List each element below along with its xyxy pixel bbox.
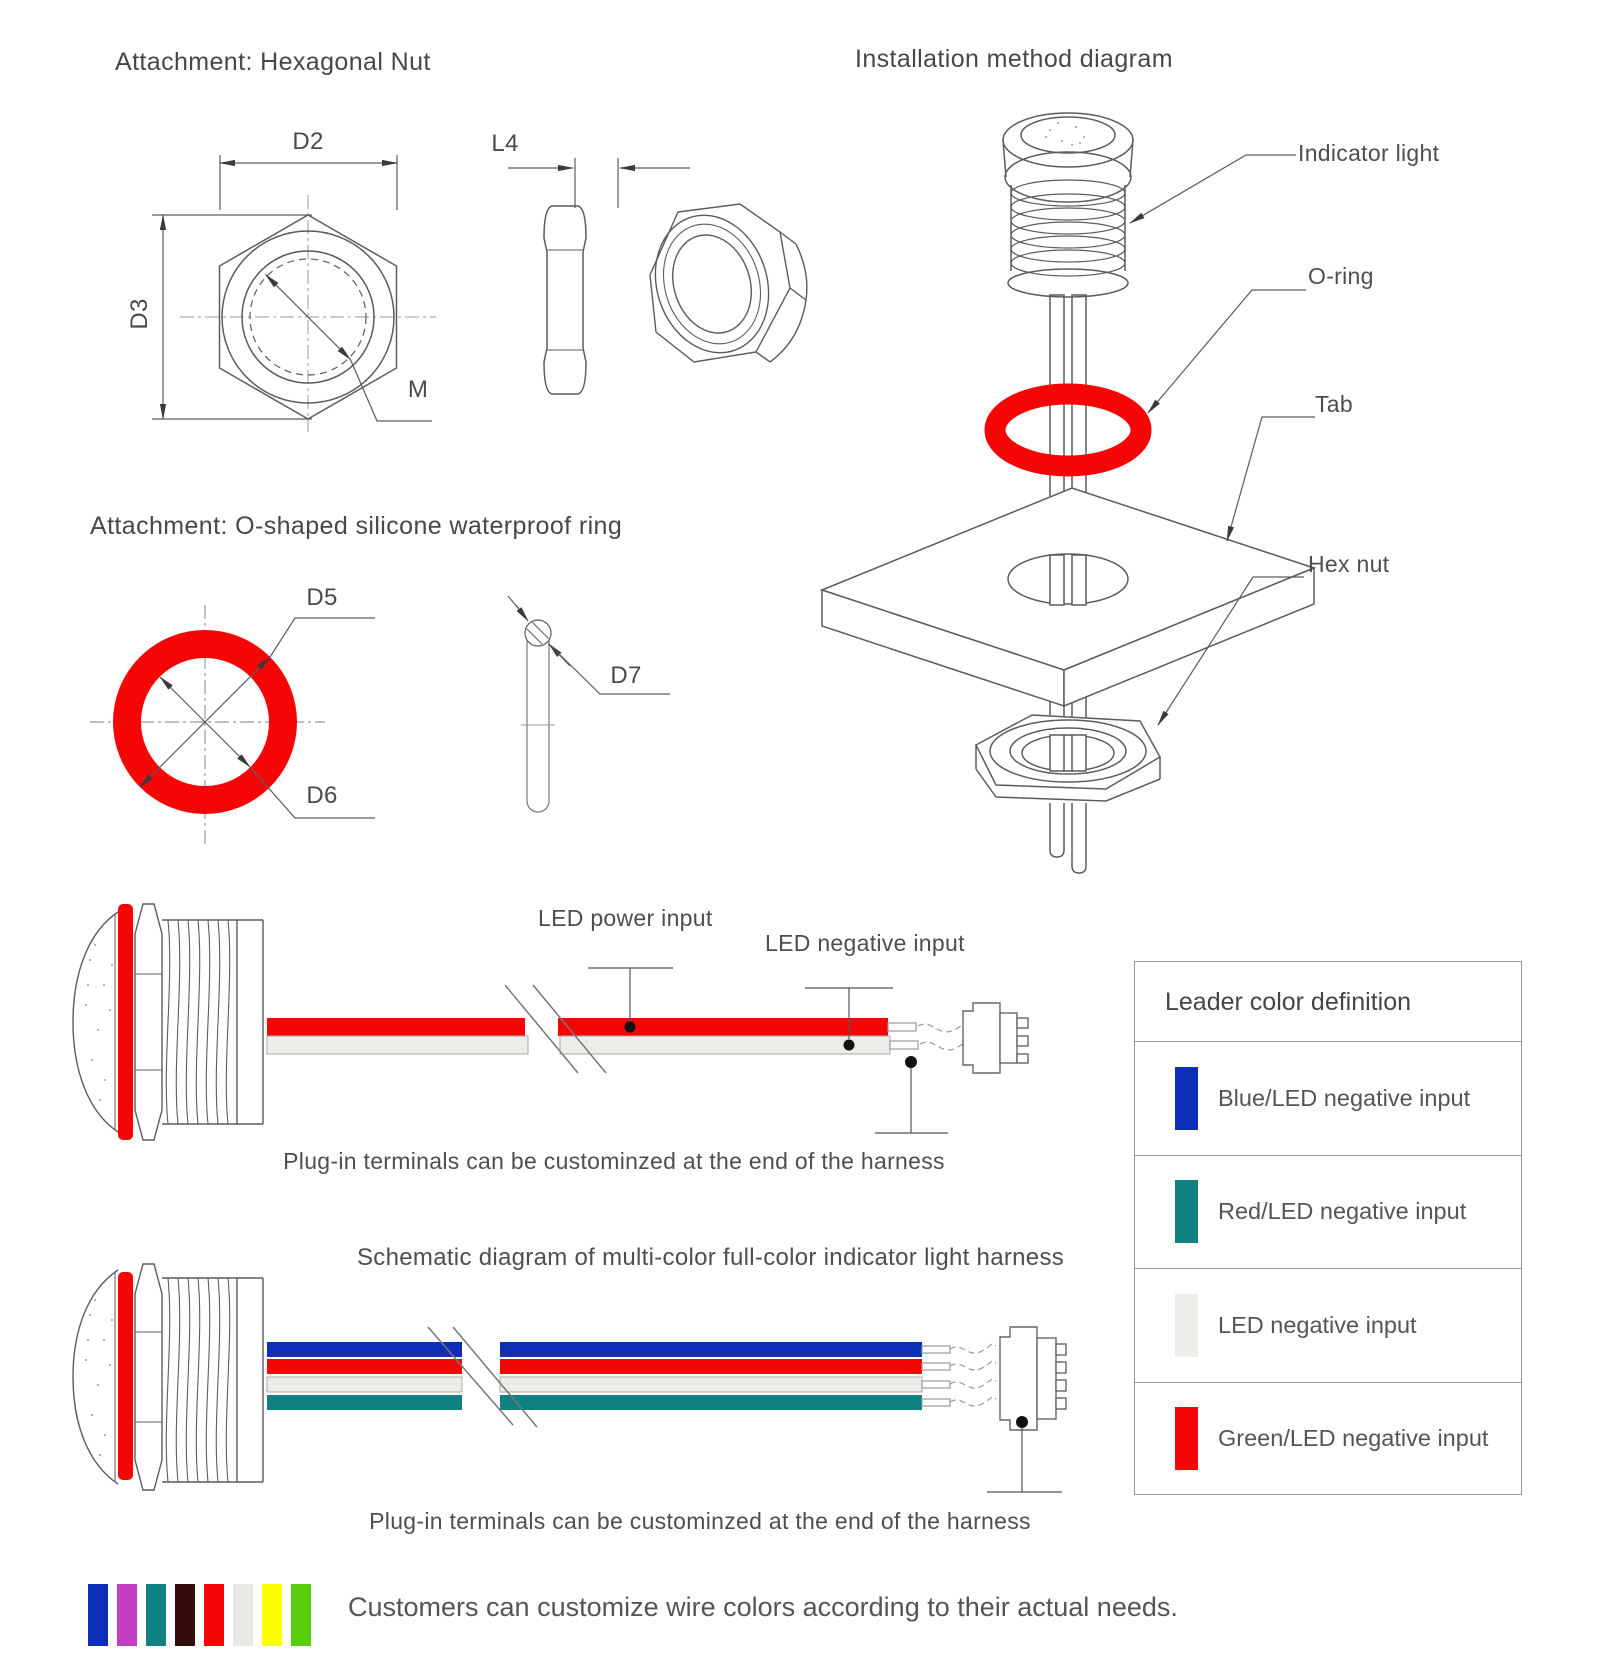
wire-tails (1050, 803, 1086, 873)
dim-label-m: M (407, 376, 429, 403)
legend-label: Blue/LED negative input (1218, 1084, 1471, 1111)
legend-label: Green/LED negative input (1218, 1425, 1489, 1452)
color-swatch-off-white (233, 1584, 253, 1646)
hex-nut-side-view (544, 206, 586, 394)
dim-label-d6: D6 (306, 782, 338, 809)
legend-swatch-white (1175, 1294, 1198, 1357)
lens-speckles (85, 944, 113, 1101)
harness-multi-title: Schematic diagram of multi-color full-color indicator light harness (357, 1244, 1065, 1271)
hex-nut-3d (976, 715, 1160, 801)
legend-row-green (1135, 1382, 1521, 1496)
indicator-light-side-view (73, 1264, 263, 1490)
legend-label: Red/LED negative input (1218, 1198, 1467, 1225)
oring-band (118, 1272, 133, 1480)
wire-ends (888, 1022, 968, 1050)
color-swatch-magenta (117, 1584, 137, 1646)
label-hex-nut: Hex nut (1308, 551, 1390, 577)
connector-2pin (963, 1003, 1028, 1073)
harness-multi-drawing (60, 1262, 1160, 1542)
oring-drawing (80, 560, 720, 880)
connector-multipin (1000, 1327, 1066, 1430)
wire-ends (922, 1344, 996, 1406)
color-swatch-green (291, 1584, 311, 1646)
legend-row-blue (1135, 1041, 1521, 1155)
installation-diagram (810, 85, 1610, 885)
legend-row-red (1135, 1155, 1521, 1269)
thread-ridges (166, 920, 229, 1124)
dim-label-d7: D7 (610, 662, 642, 689)
color-swatch-dark-maroon (175, 1584, 195, 1646)
thread-ridges (1011, 180, 1125, 276)
leader-color-definition-table (1134, 961, 1522, 1495)
thread-ridges (166, 1278, 229, 1482)
oring-section-view (508, 596, 670, 812)
dim-label-d2: D2 (292, 128, 324, 155)
label-tab: Tab (1315, 391, 1353, 417)
indicator-light-side-view (73, 904, 263, 1140)
lens-speckles (85, 1299, 113, 1456)
legend-row-negative (1135, 1268, 1521, 1382)
label-led-power-input: LED power input (538, 905, 713, 931)
label-led-negative-input: LED negative input (765, 930, 965, 956)
legend-label: LED negative input (1218, 1311, 1417, 1338)
connection-dot (1016, 1416, 1028, 1428)
oring-section-title: Attachment: O-shaped silicone waterproof ring (90, 512, 623, 540)
o-ring-3d (995, 394, 1141, 466)
hex-nut-isometric-view (638, 200, 807, 367)
dimension-l4 (508, 158, 690, 208)
hex-nut-drawing (80, 100, 840, 470)
label-indicator-light: Indicator light (1298, 140, 1440, 166)
oring-band (118, 904, 133, 1140)
dim-label-d3: D3 (126, 298, 153, 330)
hex-nut-section-title: Attachment: Hexagonal Nut (115, 48, 431, 76)
annotation-lines (987, 1428, 1062, 1492)
color-swatch-teal (146, 1584, 166, 1646)
dim-label-d5: D5 (306, 584, 338, 611)
dim-label-l4: L4 (491, 130, 519, 157)
color-swatch-red (204, 1584, 224, 1646)
legend-title: Leader color definition (1165, 988, 1411, 1016)
legend-swatch-red (1175, 1407, 1198, 1470)
harness-wires (267, 1018, 890, 1054)
color-swatch-yellow (262, 1584, 282, 1646)
harness-wires (267, 1342, 922, 1410)
harness-single-caption: Plug-in terminals can be custominzed at the end of the harness (283, 1148, 945, 1174)
legend-swatch-teal (1175, 1180, 1198, 1243)
footer-note: Customers can customize wire colors according to their actual needs. (348, 1592, 1178, 1622)
legend-swatch-blue (1175, 1067, 1198, 1130)
color-swatch-blue (88, 1584, 108, 1646)
label-o-ring: O-ring (1308, 263, 1374, 289)
harness-multi-caption: Plug-in terminals can be custominzed at the end of the harness (369, 1508, 1031, 1534)
indicator-light-3d (1003, 113, 1133, 297)
installation-section-title: Installation method diagram (855, 45, 1173, 73)
